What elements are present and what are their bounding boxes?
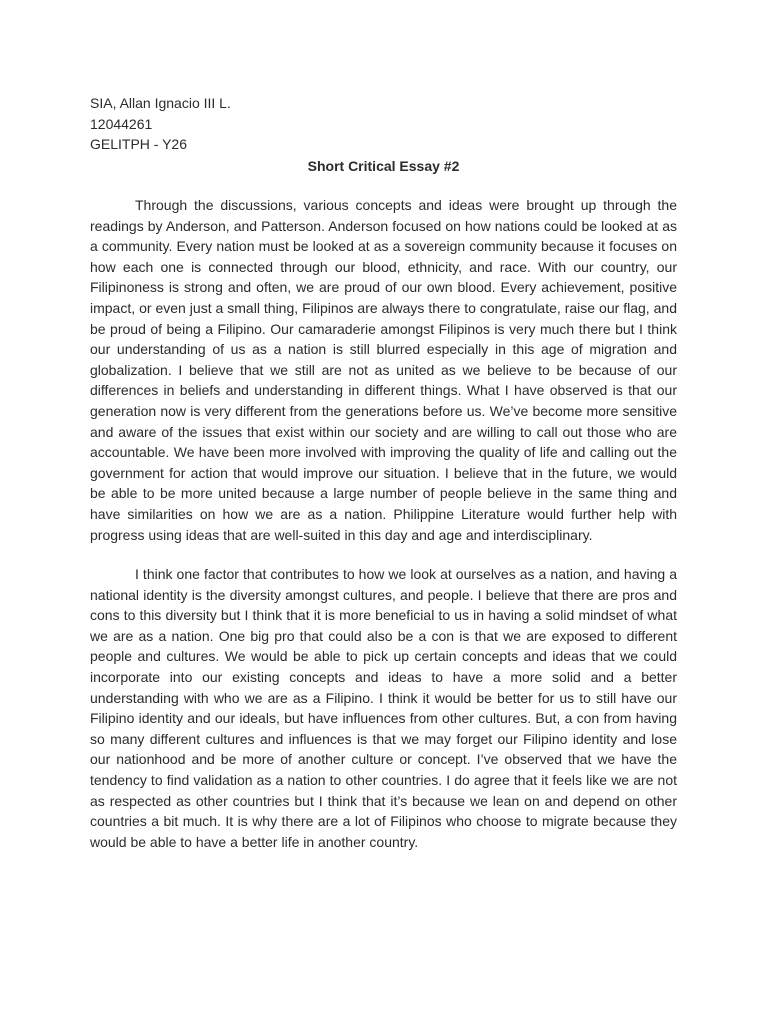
essay-paragraph-1: Through the discussions, various concepts and ideas were brought up through the readings by Anderson, and Patterson. Anderson focused on how nations could be looked at as a community. Every nation must be looked at as a sovereign community because it focuses on how each one is connected through our blood, ethnicity, and race. With our country, our Filipinoness is strong and often, we are proud of our own blood. Every achievement, positive impact, or even just a small thing, Filipinos are always there to congratulate, raise our flag, and be proud of being a Filipino. Our camaraderie amongst Filipinos is very much there but I think our understanding of us as a nation is still blurred especially in this age of migration and globalization. I believe that we still are not as united as we believe to be because of our differences in beliefs and understanding in different things. What I have observed is that our generation now is very different from the generations before us. We’ve become more sensitive and aware of the issues that exist within our society and are willing to call out those who are accountable. We have been more involved with improving the quality of life and calling out the government for action that would improve our situation. I believe that in the future, we would be able to be more united because a large number of people believe in the same thing and have similarities on how we are as a nation. Philippine Literature would further help with progress using ideas that are well-suited in this day and age and interdisciplinary. xyxy=(90,197,677,543)
essay-page xyxy=(90,93,677,852)
course-code: GELITPH - Y26 xyxy=(90,136,188,152)
student-id: 12044261 xyxy=(90,115,153,132)
author-name: SIA, Allan Ignacio III L. xyxy=(90,95,231,111)
essay-paragraph-2: I think one factor that contributes to how we look at ourselves as a nation, and having a national identity is the diversity amongst cultures, and people. I believe that there are pros and cons to this diversity but I think that it is more beneficial to us in having a solid mindset of what we are as a nation. One big pro that could also be a con is that we are exposed to different people and cultures. We would be able to pick up certain concepts and ideas that we could incorporate into our existing concepts and ideas to have a more solid and a better understanding with who we are as a Filipino. I think it would be better for us to still have our Filipino identity and our ideals, but have influences from other cultures. But, a con from having so many different cultures and influences is that we may forget our Filipino identity and lose our nationhood and be more of another culture or concept. I’ve observed that we have the tendency to find validation as a nation to other countries. I do agree that it feels like we are not as respected as other countries but I think that it’s because we lean on and depend on other countries a bit much. It is why there are a lot of Filipinos who choose to migrate because they would be able to have a better life in another country. xyxy=(90,566,677,850)
essay-title: Short Critical Essay #2 xyxy=(307,157,460,174)
